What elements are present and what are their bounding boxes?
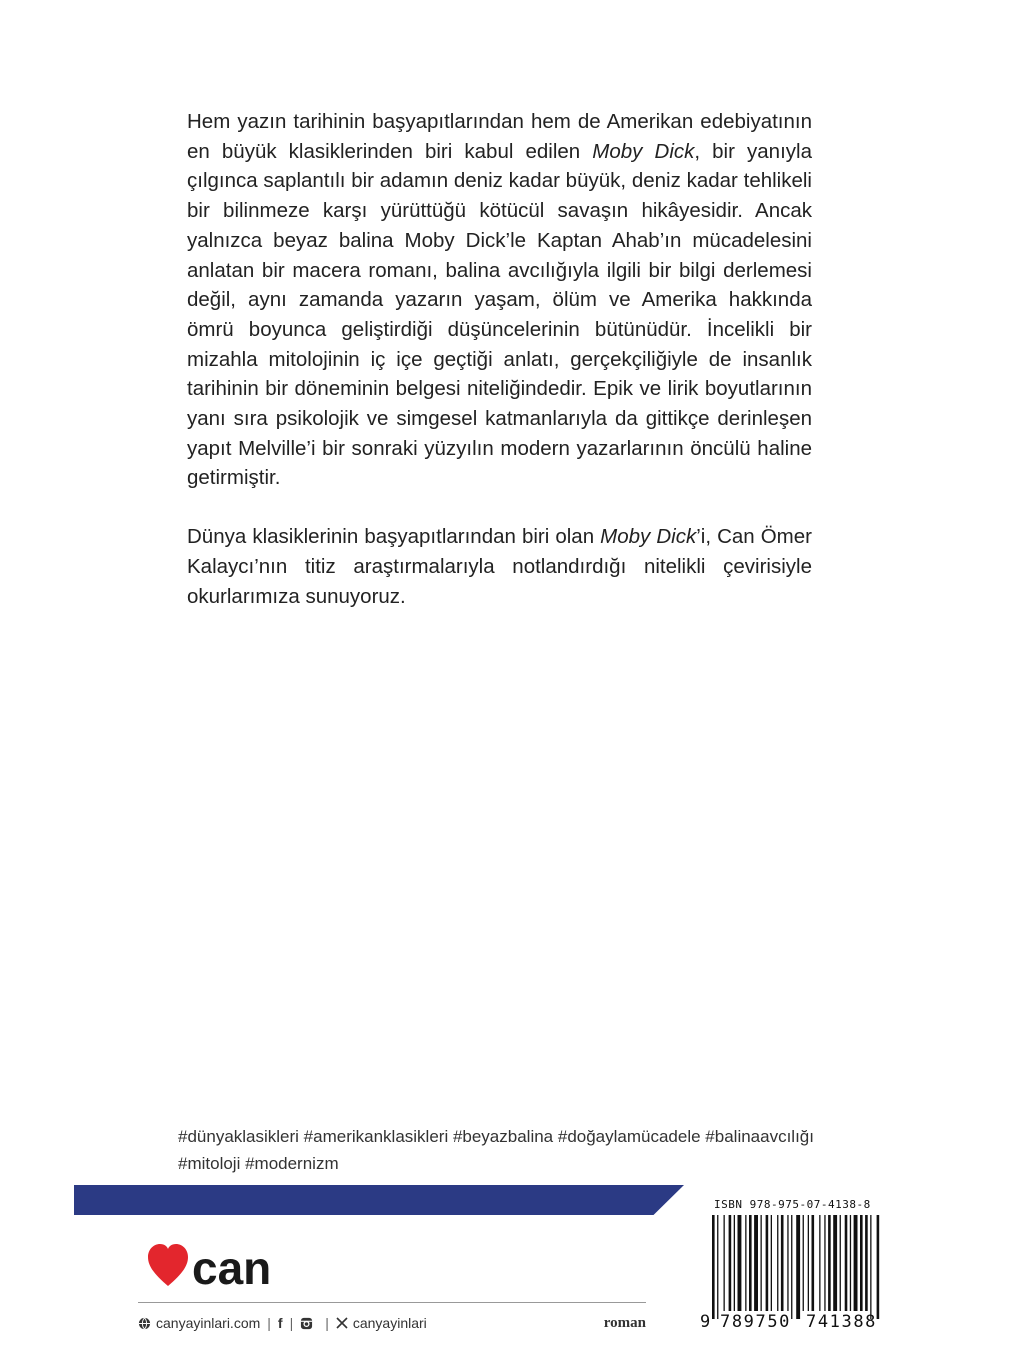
can-publisher-logo <box>148 1244 298 1292</box>
barcode-bar <box>777 1215 778 1311</box>
heart-icon <box>148 1244 188 1286</box>
barcode-bar <box>754 1215 758 1311</box>
barcode-bar <box>738 1215 742 1311</box>
back-cover-blurb <box>187 107 812 611</box>
barcode-bar <box>833 1215 837 1311</box>
barcode-bar <box>724 1215 725 1311</box>
barcode-bar <box>840 1215 841 1311</box>
barcode-bar <box>781 1215 784 1311</box>
separator: | <box>267 1315 271 1331</box>
barcode-bar <box>729 1215 732 1311</box>
footer-divider <box>138 1302 646 1303</box>
barcode-bar <box>854 1215 858 1311</box>
hashtag-list <box>178 1123 878 1177</box>
x-handle[interactable]: canyayinlari <box>352 1315 427 1331</box>
barcode-bar <box>787 1215 788 1311</box>
hashtag-line-1: #dünyaklasikleri #amerikanklasikleri #beyazbalina #doğaylamücadele #balinaavcılığı <box>178 1127 814 1146</box>
barcode-bar <box>865 1215 868 1311</box>
globe-icon <box>138 1317 151 1330</box>
brand-color-band <box>74 1185 684 1215</box>
barcode-left-group: 789750 <box>720 1312 792 1332</box>
barcode-bar <box>812 1215 815 1311</box>
website-link[interactable]: canyayinlari.com <box>156 1315 261 1331</box>
barcode-bar <box>717 1215 718 1319</box>
barcode-bar <box>796 1215 800 1319</box>
barcode-bar <box>803 1215 804 1311</box>
barcode-bar <box>845 1215 848 1311</box>
barcode-digits <box>700 1312 888 1336</box>
logo-wordmark: can <box>192 1244 272 1292</box>
blurb-text-run: , bir yanıyla çılgınca saplantılı bir adamın deniz kadar büyük, deniz kadar tehlikeli bir bilinmeze karşı yürüttüğü kötücül savaşın hikâyesidir. Ancak yalnızca beyaz balina Moby Dick’le Kaptan Ahab’ın mücadelesini anlatan bir macera romanı, balina avcılığıyla ilgili bir bilgi derlemesi değil, aynı zamanda yazarın yaşam, ölüm ve Amerika hakkında ömrü boyunca geliştirdiği düşüncelerinin bütünüdür. İncelikli bir mizahla mitolojinin iç içe geçtiği anlatı, gerçekçiliğiyle de insanlık tarihinin bir döneminin belgesi niteliğindedir. Epik ve lirik boyutlarının yanı sıra psikolojik ve simgesel katmanlarıyla da gittikçe derinleşen yapıt Melville’i bir sonraki yüzyılın modern yazarlarının öncülü haline getirmiştir. <box>187 139 812 490</box>
separator: | <box>289 1315 294 1331</box>
facebook-icon[interactable]: f <box>277 1315 283 1331</box>
barcode-bar <box>819 1215 820 1311</box>
blurb-paragraph-2 <box>187 522 812 611</box>
barcode-bar <box>828 1215 831 1311</box>
footer-bar <box>138 1313 646 1333</box>
barcode-right-group: 741388 <box>806 1312 878 1332</box>
barcode-bar <box>771 1215 772 1311</box>
barcode-bar <box>824 1215 825 1311</box>
isbn-label: ISBN 978-975-07-4138-8 <box>714 1198 871 1211</box>
barcode-bar <box>808 1215 809 1311</box>
isbn-barcode <box>700 1198 888 1338</box>
barcode-bar <box>734 1215 735 1311</box>
book-title-italic: Moby Dick <box>600 525 697 549</box>
barcode-bar <box>870 1215 871 1319</box>
separator: | <box>325 1315 329 1331</box>
barcode-bar <box>860 1215 863 1311</box>
blurb-paragraph-1 <box>187 107 812 493</box>
blurb-text-run: Hem yazın tarihinin başyapıtlarından hem de Amerikan edebiyatının en büyük klasiklerinden biri kabul edilen <box>187 110 812 163</box>
barcode-bar <box>712 1215 715 1319</box>
barcode-bar <box>791 1215 792 1319</box>
hashtag-line-2: #mitoloji #modernizm <box>178 1154 339 1173</box>
barcode-bar <box>761 1215 762 1311</box>
blurb-text-run: Dünya klasiklerinin başyapıtlarından biri olan <box>187 525 601 549</box>
barcode-bars <box>700 1215 888 1327</box>
book-title-italic: Moby Dick <box>592 139 695 163</box>
barcode-bar <box>877 1215 880 1319</box>
blurb-text-run: ’i, Can Ömer Kalaycı’nın titiz araştırmalarıyla notlandırdığı nitelikli çevirisiyle okurlarımıza sunuyoruz. <box>187 525 812 608</box>
instagram-icon[interactable] <box>300 1317 313 1330</box>
x-icon[interactable] <box>336 1317 348 1329</box>
barcode-bar <box>850 1215 851 1311</box>
barcode-bar <box>745 1215 746 1311</box>
genre-label: roman <box>603 1314 646 1331</box>
barcode-first-digit: 9 <box>700 1312 711 1332</box>
barcode-bar <box>766 1215 769 1311</box>
barcode-bar <box>749 1215 752 1311</box>
